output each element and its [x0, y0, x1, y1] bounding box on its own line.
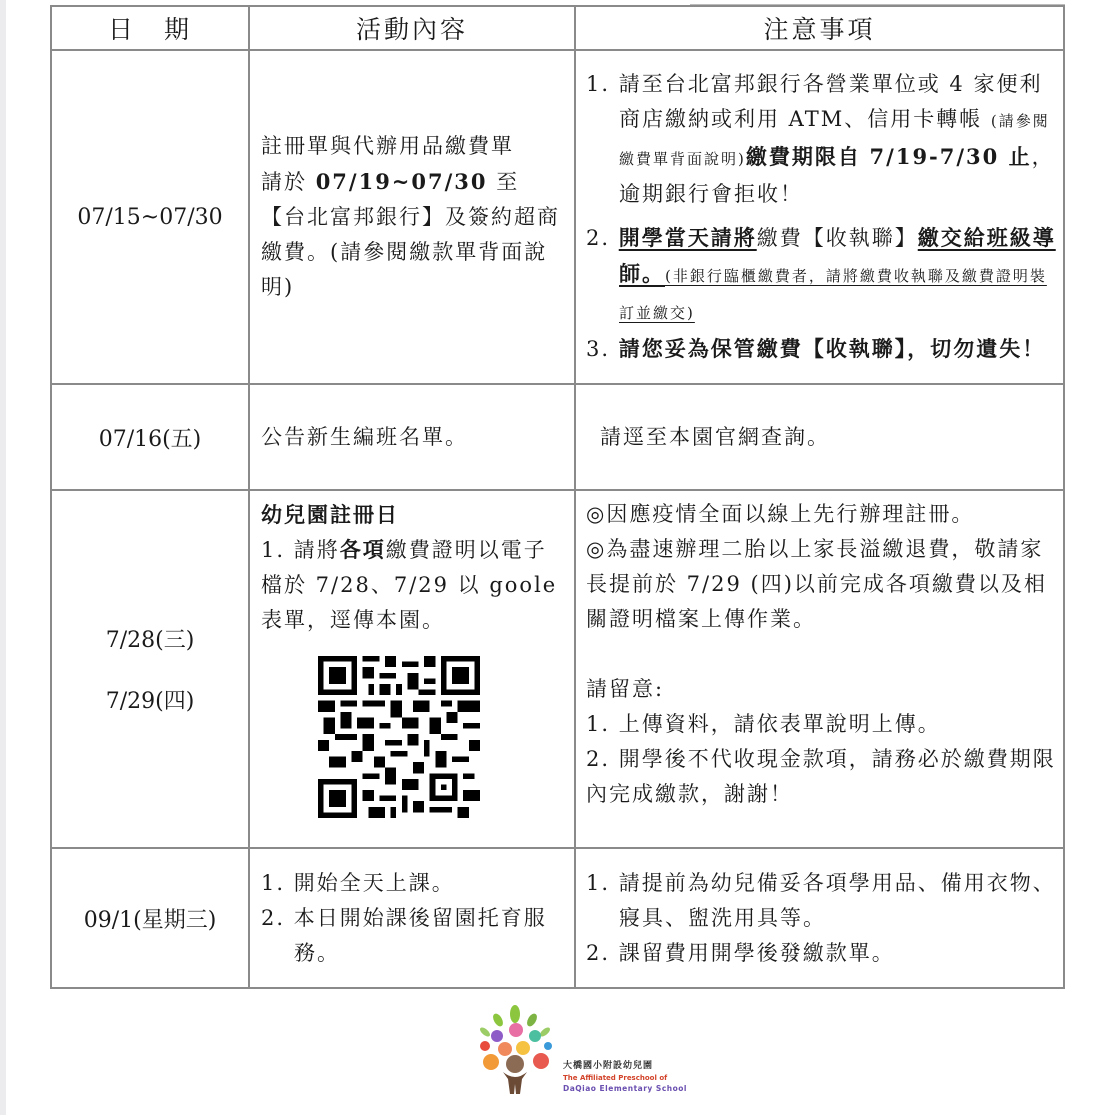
text: 1. 請將: [261, 538, 340, 562]
reminder-label: 請留意:: [586, 677, 665, 701]
row-date: 07/15~07/30: [51, 50, 249, 384]
reminder-item: 1. 上傳資料，請依表單說明上傳。: [586, 712, 941, 736]
row-date: [51, 490, 249, 848]
registration-title: 幼兒園註冊日: [261, 502, 399, 527]
text: 請於: [261, 170, 316, 194]
reminder-item: 2. 開學後不代收現金款項，請務必於繳費期限內完成繳款，謝謝！: [586, 747, 1056, 806]
header-activity: 活動內容: [249, 6, 575, 50]
small-note: (非銀行臨櫃繳費者，請將繳費收執聯及繳費證明裝訂並繳交): [619, 267, 1047, 322]
page-left-edge: [0, 0, 6, 1115]
item-number: 2.: [586, 226, 611, 250]
row-notes: [575, 50, 1064, 384]
deadline-label: 繳費期限自: [745, 144, 861, 169]
note-item-1: [586, 67, 1057, 212]
text: 請您妥為保管繳費【收執聯】，切勿遺失！: [618, 336, 1046, 361]
item-number: 3.: [586, 337, 611, 361]
date-line: 7/29(四): [105, 689, 195, 714]
note-item-3: [586, 331, 1057, 367]
activity-text: [261, 532, 566, 638]
school-logo-text: [563, 1058, 687, 1093]
row-notes: 請逕至本園官網查詢。: [575, 384, 1064, 490]
text: 至: [487, 170, 520, 194]
text: 繳費證明以電子檔於 7/28、7/29 以 goole 表單，逕傳本園。: [261, 538, 558, 632]
note-item: 1. 請提前為幼兒備妥各項學用品、備用衣物、寢具、盥洗用具等。: [586, 870, 1056, 930]
text: ，逾期銀行會拒收！: [619, 145, 1055, 206]
activity-item: 2. 本日開始課後留園托育服務。: [261, 905, 547, 965]
note-item-2: [586, 220, 1057, 331]
text: 請至台北富邦銀行各營業單位或 4 家便利商店繳納或利用 ATM、信用卡轉帳: [618, 72, 1043, 131]
table-row: [51, 490, 1064, 848]
emphasis: 開學當天請將: [618, 225, 757, 250]
activity-line: [261, 164, 566, 200]
logo-name-en-line1: The Affiliated Preschool of: [563, 1074, 668, 1082]
header-notes: 注意事項: [575, 6, 1064, 50]
row-notes: [575, 848, 1064, 988]
date-line: 7/28(三): [105, 628, 195, 653]
row-activity: [249, 490, 575, 848]
table-row: [51, 848, 1064, 988]
table-row: [51, 384, 1064, 490]
deadline-range: 7/19-7/30 止: [869, 144, 1032, 169]
row-date: 07/16(五): [51, 384, 249, 490]
logo-name-en-line2: DaQiao Elementary School: [563, 1084, 687, 1093]
activity-line: 註冊單與代辦用品繳費單: [261, 134, 514, 158]
item-number: 1.: [586, 72, 611, 96]
emphasis: 各項: [339, 537, 386, 562]
note-item: 2. 課留費用開學後發繳款單。: [586, 940, 895, 965]
row-activity: [249, 848, 575, 988]
schedule-table: [50, 5, 1065, 989]
small-note: (請參閱繳費單背面說明): [619, 112, 1050, 168]
note-paragraph: ◎因應疫情全面以線上先行辦理註冊。: [586, 502, 975, 526]
payment-date-range: 07/19~07/30: [315, 169, 488, 194]
note-paragraph: ◎為盡速辦理二胎以上家長溢繳退費，敬請家長提前於 7/29 (四)以前完成各項繳費以及相關證明檔案上傳作業。: [586, 537, 1047, 631]
logo-name-zh: 大橋國小附設幼兒園: [563, 1061, 654, 1071]
table-header-row: [51, 6, 1064, 50]
row-notes: [575, 490, 1064, 848]
row-activity: 公告新生編班名單。: [249, 384, 575, 490]
row-date: 09/1(星期三): [51, 848, 249, 988]
emphasis: 繳交給班級導師。: [619, 225, 1056, 286]
row-activity: [249, 50, 575, 384]
activity-item: 1. 開始全天上課。: [261, 870, 455, 895]
table-row: [51, 50, 1064, 384]
activity-line: 【台北富邦銀行】及簽約超商繳費。(請參閱繳款單背面說明): [261, 205, 560, 299]
text: 繳費【收執聯】: [756, 226, 918, 250]
header-date: 日 期: [51, 6, 249, 50]
qr-code-image[interactable]: [316, 656, 482, 818]
